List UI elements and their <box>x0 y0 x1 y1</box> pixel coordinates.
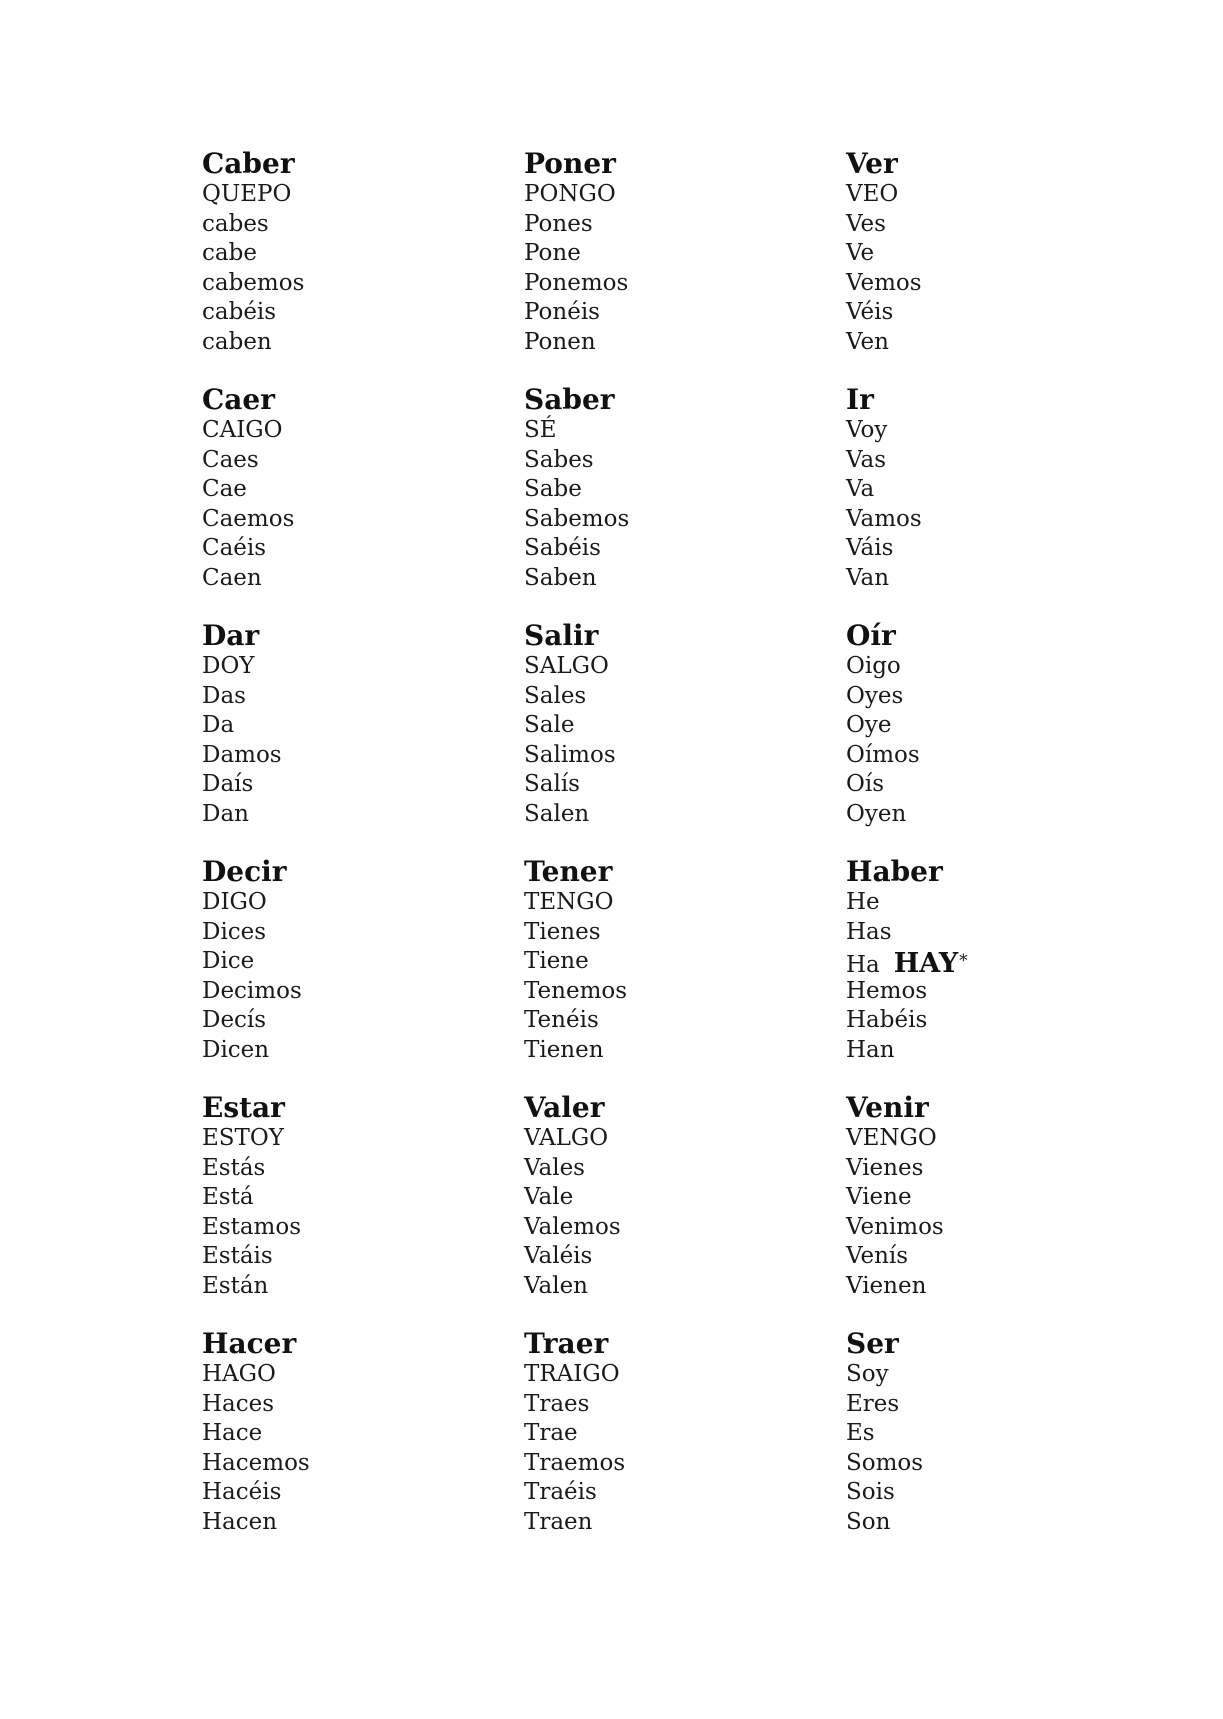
conjugation-yo: Oigo <box>846 653 901 679</box>
conjugation-el: Sale <box>524 712 575 738</box>
conjugation-vosotros: Váis <box>846 535 894 561</box>
verb-title: Caber <box>202 147 295 180</box>
verb-title: Estar <box>202 1091 285 1124</box>
conjugation-el: cabe <box>202 240 257 266</box>
verb-title: Haber <box>846 855 943 888</box>
conjugation-nosotros: Decimos <box>202 977 302 1004</box>
conjugation-ellos: Saben <box>524 564 597 591</box>
conjugation-ellos: Dan <box>202 800 249 827</box>
verb-block-venir <box>846 1092 1142 1328</box>
conjugation-vosotros: Tenéis <box>524 1007 599 1033</box>
verb-title: Valer <box>524 1091 605 1124</box>
conjugation-ellos: Están <box>202 1272 269 1299</box>
conjugation-vosotros: Estáis <box>202 1243 273 1269</box>
verb-title: Hacer <box>202 1327 297 1360</box>
verb-title: Ir <box>846 383 874 416</box>
conjugation-nosotros: Tenemos <box>524 977 628 1004</box>
verb-title: Tener <box>524 855 613 888</box>
conjugation-ellos: Oyen <box>846 800 907 827</box>
conjugation-vosotros: Sabéis <box>524 535 601 561</box>
conjugation-ellos: Tienen <box>524 1036 604 1063</box>
conjugation-yo: TENGO <box>524 889 614 915</box>
conjugation-el-line <box>846 947 1142 977</box>
conjugation-el: Está <box>202 1184 254 1210</box>
conjugation-el: Trae <box>524 1420 578 1446</box>
conjugation-nosotros: cabemos <box>202 269 305 296</box>
conjugation-el: Es <box>846 1420 875 1446</box>
conjugation-nosotros: Valemos <box>524 1213 621 1240</box>
conjugation-el: Ve <box>846 240 875 266</box>
conjugation-nosotros: Sabemos <box>524 505 630 532</box>
conjugation-nosotros: Vamos <box>846 505 922 532</box>
conjugation-ellos: Traen <box>524 1508 593 1535</box>
conjugation-nosotros: Traemos <box>524 1449 626 1476</box>
conjugation-vosotros: Caéis <box>202 535 267 561</box>
conjugation-tu: Estás <box>202 1154 266 1181</box>
conjugation-yo: HAGO <box>202 1361 276 1387</box>
conjugation-yo: VALGO <box>524 1125 609 1151</box>
conjugation-el: Hace <box>202 1420 263 1446</box>
conjugation-vosotros: Véis <box>846 299 894 325</box>
conjugation-nosotros: Salimos <box>524 741 616 768</box>
verb-block-ser <box>846 1328 1142 1564</box>
conjugation-tu: Has <box>846 918 892 945</box>
conjugation-el: Viene <box>846 1184 912 1210</box>
verb-block-caer <box>202 384 524 620</box>
conjugation-vosotros: Habéis <box>846 1007 928 1033</box>
conjugation-tu: Ves <box>846 210 886 237</box>
verb-block-oir <box>846 620 1142 856</box>
conjugation-ellos: Han <box>846 1036 895 1063</box>
conjugation-tu: Eres <box>846 1390 900 1417</box>
verb-title: Saber <box>524 383 615 416</box>
conjugation-yo: DIGO <box>202 889 267 915</box>
conjugation-nosotros: Caemos <box>202 505 295 532</box>
conjugation-yo: VEO <box>846 181 899 207</box>
conjugation-ellos: Dicen <box>202 1036 270 1063</box>
conjugation-el: Ha <box>846 952 880 978</box>
conjugation-nosotros: Estamos <box>202 1213 302 1240</box>
conjugation-tu: Tienes <box>524 918 601 945</box>
conjugation-yo: CAIGO <box>202 417 283 443</box>
conjugation-vosotros: Oís <box>846 771 885 797</box>
conjugation-yo: Voy <box>846 417 888 443</box>
verb-block-ir <box>846 384 1142 620</box>
conjugation-ellos: Son <box>846 1508 891 1535</box>
conjugation-tu: Sabes <box>524 446 594 473</box>
conjugation-ellos: Caen <box>202 564 262 591</box>
footnote-asterisk: * <box>959 951 968 971</box>
conjugation-nosotros: Somos <box>846 1449 924 1476</box>
verb-block-decir <box>202 856 524 1092</box>
verb-title: Caer <box>202 383 275 416</box>
conjugation-vosotros: Hacéis <box>202 1479 282 1505</box>
conjugation-nosotros: Oímos <box>846 741 920 768</box>
conjugation-vosotros: Valéis <box>524 1243 593 1269</box>
conjugation-ellos: Salen <box>524 800 590 827</box>
conjugation-ellos: caben <box>202 328 272 355</box>
conjugation-vosotros: Salís <box>524 771 580 797</box>
conjugation-ellos: Van <box>846 564 890 591</box>
conjugation-tu: Dices <box>202 918 267 945</box>
conjugation-yo: SÉ <box>524 417 557 443</box>
conjugation-vosotros: cabéis <box>202 299 277 325</box>
conjugation-yo: DOY <box>202 653 255 679</box>
conjugation-yo: PONGO <box>524 181 616 207</box>
conjugation-nosotros: Damos <box>202 741 282 768</box>
verb-block-poner <box>524 148 846 384</box>
conjugation-tu: Das <box>202 682 246 709</box>
verb-title: Venir <box>846 1091 929 1124</box>
conjugation-tu: Oyes <box>846 682 904 709</box>
conjugation-ellos: Ven <box>846 328 889 355</box>
conjugation-tu: Sales <box>524 682 587 709</box>
hay-note: HAY <box>893 948 959 979</box>
conjugation-nosotros: Vemos <box>846 269 922 296</box>
conjugation-tu: Vas <box>846 446 887 473</box>
conjugation-yo: Soy <box>846 1361 889 1387</box>
conjugation-tu: Traes <box>524 1390 590 1417</box>
conjugation-yo: SALGO <box>524 653 609 679</box>
conjugation-el: Da <box>202 712 235 738</box>
conjugation-vosotros: Decís <box>202 1007 267 1033</box>
conjugation-tu: Haces <box>202 1390 275 1417</box>
verb-block-saber <box>524 384 846 620</box>
verb-table <box>202 148 1142 1564</box>
conjugation-nosotros: Hacemos <box>202 1449 310 1476</box>
conjugation-nosotros: Venimos <box>846 1213 944 1240</box>
conjugation-vosotros: Sois <box>846 1479 895 1505</box>
verb-block-valer <box>524 1092 846 1328</box>
conjugation-ellos: Valen <box>524 1272 588 1299</box>
conjugation-ellos: Vienen <box>846 1272 927 1299</box>
conjugation-tu: Caes <box>202 446 259 473</box>
verb-title: Salir <box>524 619 599 652</box>
conjugation-tu: Pones <box>524 210 593 237</box>
conjugation-ellos: Hacen <box>202 1508 278 1535</box>
conjugation-ellos: Ponen <box>524 328 596 355</box>
conjugation-tu: Vienes <box>846 1154 924 1181</box>
verb-title: Dar <box>202 619 260 652</box>
conjugation-vosotros: Daís <box>202 771 254 797</box>
conjugation-el: Tiene <box>524 948 589 974</box>
conjugation-yo: ESTOY <box>202 1125 284 1151</box>
conjugation-yo: VENGO <box>846 1125 937 1151</box>
verb-block-salir <box>524 620 846 856</box>
verb-block-estar <box>202 1092 524 1328</box>
conjugation-tu: cabes <box>202 210 269 237</box>
conjugation-vosotros: Venís <box>846 1243 909 1269</box>
verb-title: Oír <box>846 619 896 652</box>
verb-title: Decir <box>202 855 287 888</box>
conjugation-yo: TRAIGO <box>524 1361 620 1387</box>
conjugation-el: Va <box>846 476 875 502</box>
verb-title: Traer <box>524 1327 609 1360</box>
conjugation-yo: QUEPO <box>202 181 292 207</box>
verb-block-ver <box>846 148 1142 384</box>
verb-block-haber <box>846 856 1142 1092</box>
verb-block-caber <box>202 148 524 384</box>
verb-block-traer <box>524 1328 846 1564</box>
conjugation-nosotros: Hemos <box>846 977 928 1004</box>
conjugation-el: Vale <box>524 1184 574 1210</box>
conjugation-tu: Vales <box>524 1154 585 1181</box>
verb-title: Ser <box>846 1327 899 1360</box>
conjugation-el: Cae <box>202 476 247 502</box>
conjugation-yo: He <box>846 889 880 915</box>
conjugation-el: Sabe <box>524 476 582 502</box>
verb-block-dar <box>202 620 524 856</box>
conjugation-el: Dice <box>202 948 255 974</box>
verb-block-hacer <box>202 1328 524 1564</box>
verb-title: Poner <box>524 147 616 180</box>
conjugation-el: Oye <box>846 712 892 738</box>
verb-block-tener <box>524 856 846 1092</box>
verb-title: Ver <box>846 147 898 180</box>
conjugation-nosotros: Ponemos <box>524 269 629 296</box>
conjugation-vosotros: Traéis <box>524 1479 597 1505</box>
conjugation-vosotros: Ponéis <box>524 299 600 325</box>
conjugation-el: Pone <box>524 240 581 266</box>
